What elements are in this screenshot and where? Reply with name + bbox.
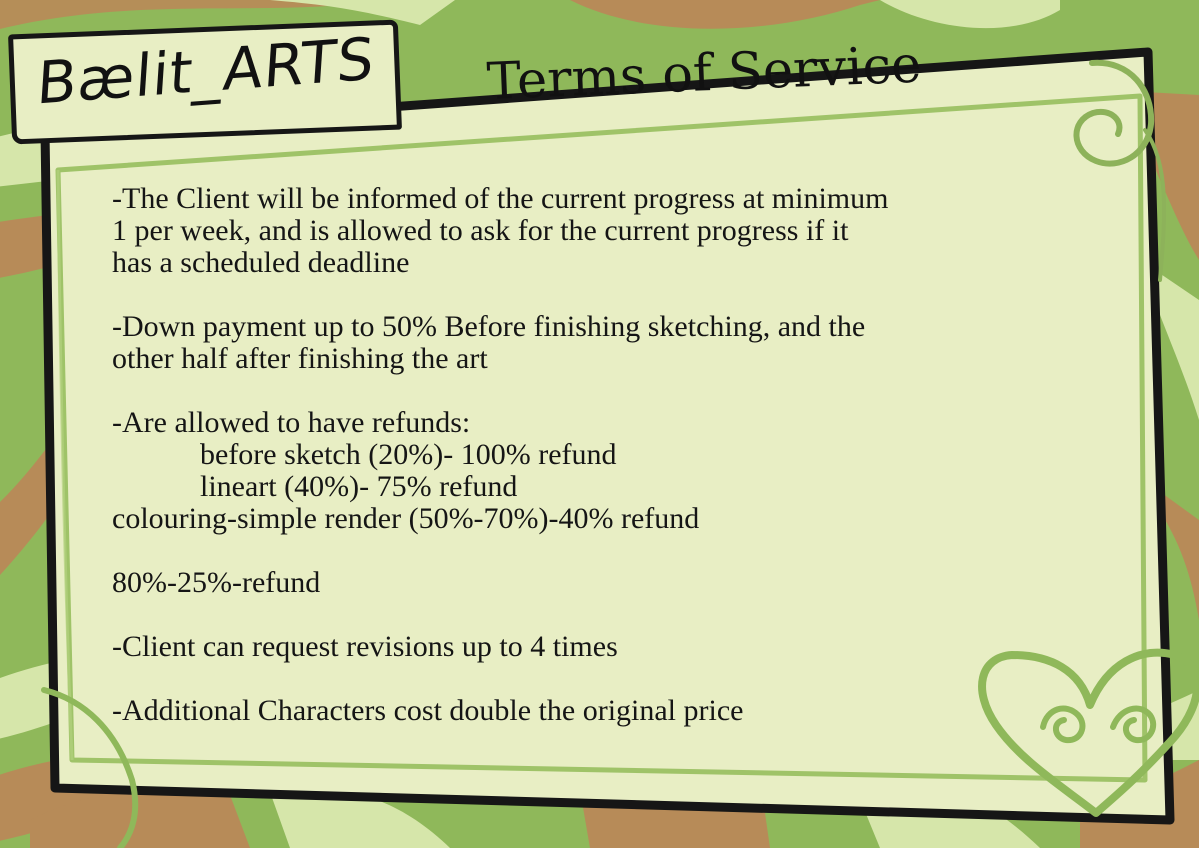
refund-colouring: colouring-simple render (50%-70%)-40% refund (112, 502, 700, 535)
payment-term-line-1: -Down payment up to 50% Before finishing sketching, and the (112, 310, 866, 343)
spacer (112, 599, 1142, 631)
progress-term-line-2: 1 per week, and is allowed to ask for the current progress if it (112, 214, 849, 247)
progress-term-line-1: -The Client will be informed of the current progress at minimum (112, 182, 889, 215)
payment-term-line-2: other half after finishing the art (112, 342, 488, 375)
spacer (112, 535, 1142, 567)
characters-term: -Additional Characters cost double the original price (112, 694, 744, 727)
revisions-term: -Client can request revisions up to 4 times (112, 630, 618, 663)
artist-logo-box (8, 20, 402, 145)
refund-heading: -Are allowed to have refunds: (112, 406, 471, 439)
spacer (112, 279, 1142, 311)
spacer (112, 663, 1142, 695)
terms-list (112, 183, 1142, 727)
artist-logo: Bælit_ARTS (34, 24, 378, 118)
page-title: Terms of Service (485, 35, 923, 112)
refund-final: 80%-25%-refund (112, 566, 321, 599)
refund-before-sketch: before sketch (20%)- 100% refund (200, 438, 617, 471)
spacer (112, 375, 1142, 407)
progress-term-line-3: has a scheduled deadline (112, 246, 410, 279)
refund-lineart: lineart (40%)- 75% refund (200, 470, 518, 503)
